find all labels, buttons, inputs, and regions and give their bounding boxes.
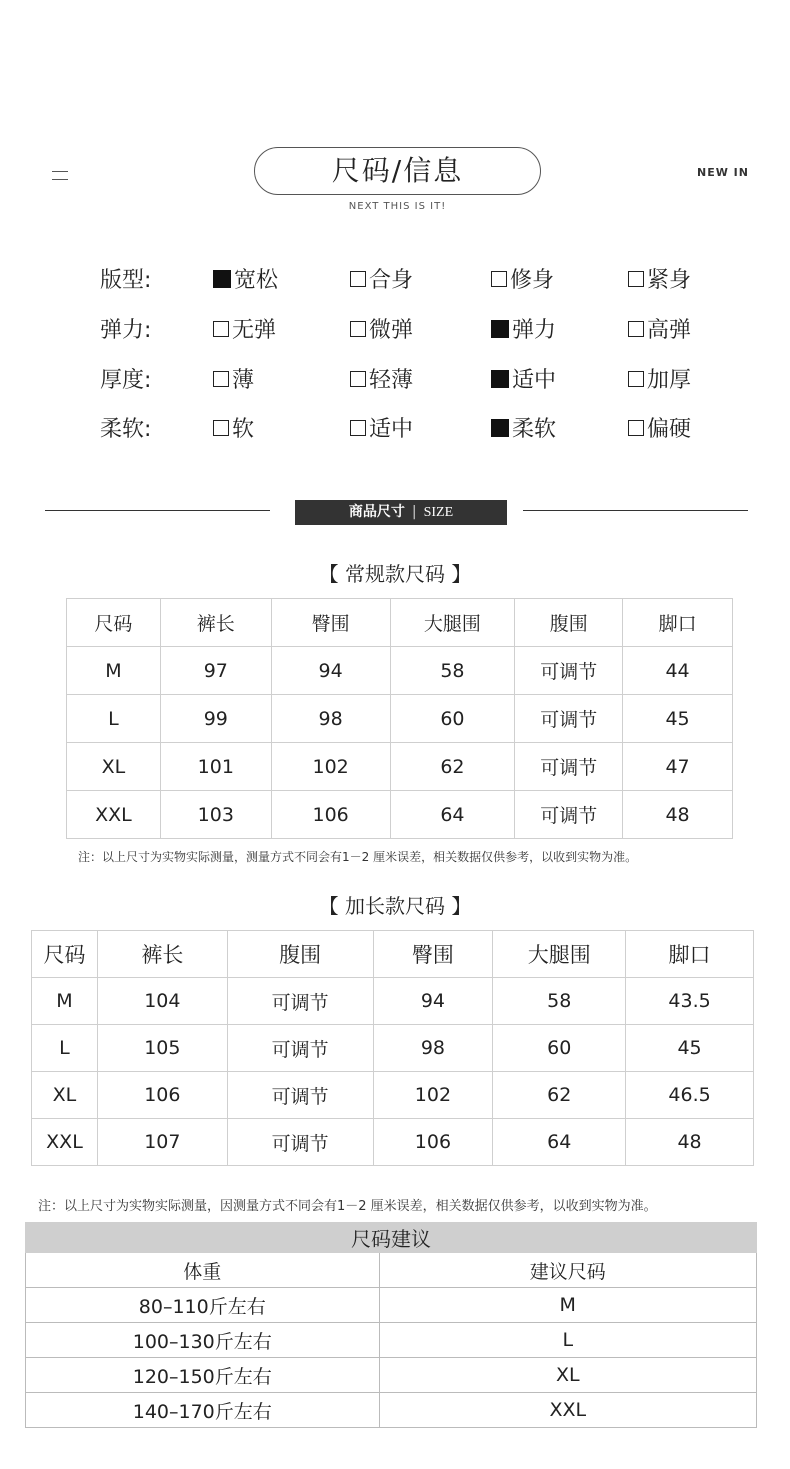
- table-cell: 46.5: [626, 1072, 754, 1119]
- checked-box-icon: [491, 370, 509, 388]
- table-row: [32, 1025, 754, 1072]
- table-cell: XL: [379, 1358, 756, 1393]
- table-cell: XL: [67, 743, 161, 791]
- empty-box-icon: [491, 271, 507, 287]
- table-cell: L: [32, 1025, 98, 1072]
- table-cell: 60: [390, 695, 515, 743]
- table-cell: 94: [271, 647, 390, 695]
- regular-title: 【 常规款尺码 】: [318, 562, 472, 586]
- menu-icon: [52, 168, 68, 182]
- table-cell: 45: [626, 1025, 754, 1072]
- table-cell: 可调节: [227, 978, 373, 1025]
- attribute-option: [628, 263, 691, 294]
- attribute-option: [213, 363, 254, 394]
- table-cell: 可调节: [227, 1072, 373, 1119]
- table-cell: 60: [493, 1025, 626, 1072]
- table-cell: 80–110斤左右: [26, 1288, 380, 1323]
- column-header: 建议尺码: [379, 1253, 756, 1288]
- attribute-option: [350, 363, 413, 394]
- table-cell: L: [379, 1323, 756, 1358]
- table-cell: 103: [160, 791, 271, 839]
- attribute-option: [350, 412, 413, 443]
- attribute-option: [628, 313, 691, 344]
- empty-box-icon: [350, 321, 366, 337]
- column-header: 脚口: [626, 931, 754, 978]
- table-row: [26, 1393, 757, 1428]
- checked-box-icon: [491, 320, 509, 338]
- table-cell: 102: [271, 743, 390, 791]
- column-header: 腹围: [227, 931, 373, 978]
- table-cell: 48: [623, 791, 733, 839]
- table-cell: 可调节: [515, 695, 623, 743]
- table-cell: 64: [493, 1119, 626, 1166]
- table-cell: 45: [623, 695, 733, 743]
- table-cell: 106: [97, 1072, 227, 1119]
- empty-box-icon: [213, 371, 229, 387]
- column-header: 脚口: [623, 599, 733, 647]
- size-banner: [295, 500, 507, 525]
- table-cell: 106: [373, 1119, 493, 1166]
- table-cell: M: [379, 1288, 756, 1323]
- new-in-label: NEW IN: [697, 166, 749, 179]
- attribute-option-text: 薄: [232, 368, 255, 393]
- empty-box-icon: [628, 321, 644, 337]
- attribute-option: [213, 263, 278, 294]
- size-banner-en: SIZE: [423, 505, 454, 520]
- attribute-option: [628, 412, 691, 443]
- table-row: [32, 978, 754, 1025]
- table-cell: 99: [160, 695, 271, 743]
- attribute-option: [491, 412, 556, 443]
- divider-left: [45, 510, 270, 511]
- column-header: 尺码: [67, 599, 161, 647]
- empty-box-icon: [350, 371, 366, 387]
- regular-size-table: [66, 598, 733, 839]
- table-header-row: [67, 599, 733, 647]
- attribute-option-text: 适中: [512, 368, 557, 393]
- attribute-option: [491, 363, 556, 394]
- table-row: [26, 1323, 757, 1358]
- attribute-row: [100, 406, 740, 446]
- attribute-option: [213, 412, 254, 443]
- table-cell: 120–150斤左右: [26, 1358, 380, 1393]
- table-cell: 可调节: [515, 647, 623, 695]
- long-size-table: [31, 930, 754, 1166]
- attribute-row: [100, 257, 740, 297]
- column-header: 裤长: [97, 931, 227, 978]
- size-suggestion-table: [25, 1222, 757, 1428]
- table-cell: 62: [390, 743, 515, 791]
- table-cell: 98: [271, 695, 390, 743]
- column-header: 腹围: [515, 599, 623, 647]
- attribute-label: 弹力:: [100, 318, 152, 343]
- attribute-option: [350, 313, 413, 344]
- table-row: [67, 695, 733, 743]
- table-cell: 可调节: [227, 1119, 373, 1166]
- attribute-option: [491, 313, 556, 344]
- attribute-option-text: 合身: [369, 268, 414, 293]
- table-cell: 47: [623, 743, 733, 791]
- attribute-option-text: 偏硬: [647, 417, 692, 442]
- size-banner-cn: 商品尺寸: [348, 504, 405, 520]
- attribute-option-text: 微弹: [369, 318, 414, 343]
- attribute-option-text: 无弹: [232, 318, 277, 343]
- column-header: 大腿围: [493, 931, 626, 978]
- attribute-option: [628, 363, 691, 394]
- empty-box-icon: [628, 271, 644, 287]
- table-cell: XXL: [67, 791, 161, 839]
- table-cell: 64: [390, 791, 515, 839]
- column-header: 裤长: [160, 599, 271, 647]
- empty-box-icon: [213, 420, 229, 436]
- attribute-option-text: 适中: [369, 417, 414, 442]
- attribute-label: 厚度:: [100, 368, 152, 393]
- empty-box-icon: [628, 371, 644, 387]
- table-cell: 94: [373, 978, 493, 1025]
- table-row: [26, 1358, 757, 1393]
- table-cell: 98: [373, 1025, 493, 1072]
- table-cell: M: [67, 647, 161, 695]
- table-row: [67, 647, 733, 695]
- attribute-label: 柔软:: [100, 417, 152, 442]
- attribute-option-text: 高弹: [647, 318, 692, 343]
- table-row: [26, 1288, 757, 1323]
- column-header: 大腿围: [390, 599, 515, 647]
- attribute-row: [100, 307, 740, 347]
- table-cell: 97: [160, 647, 271, 695]
- attribute-option-text: 轻薄: [369, 368, 414, 393]
- attribute-option-text: 软: [232, 417, 255, 442]
- size-banner-sep: |: [411, 504, 417, 520]
- attribute-option-text: 柔软: [512, 417, 557, 442]
- long-note: 注：以上尺寸为实物实际测量，因测量方式不同会有1－2 厘米误差，相关数据仅供参考，以收到实物为准。: [38, 1199, 657, 1214]
- long-title: 【 加长款尺码 】: [318, 894, 472, 918]
- column-header: 臀围: [373, 931, 493, 978]
- table-cell: 可调节: [515, 743, 623, 791]
- table-cell: M: [32, 978, 98, 1025]
- checked-box-icon: [213, 270, 231, 288]
- table-row: [32, 1072, 754, 1119]
- empty-box-icon: [350, 271, 366, 287]
- column-header: 体重: [26, 1253, 380, 1288]
- table-cell: 104: [97, 978, 227, 1025]
- divider-right: [523, 510, 748, 511]
- attribute-option: [350, 263, 413, 294]
- table-cell: 140–170斤左右: [26, 1393, 380, 1428]
- table-cell: 101: [160, 743, 271, 791]
- table-cell: 48: [626, 1119, 754, 1166]
- attribute-option-text: 紧身: [647, 268, 692, 293]
- column-header: 尺码: [32, 931, 98, 978]
- table-cell: 62: [493, 1072, 626, 1119]
- table-cell: XL: [32, 1072, 98, 1119]
- attribute-option-text: 弹力: [512, 318, 557, 343]
- suggestion-title-row: [26, 1223, 757, 1253]
- attribute-option-text: 修身: [510, 268, 555, 293]
- attribute-option-text: 宽松: [234, 268, 279, 293]
- table-cell: 58: [493, 978, 626, 1025]
- attribute-option-text: 加厚: [647, 368, 692, 393]
- table-cell: 可调节: [515, 791, 623, 839]
- table-header-row: [32, 931, 754, 978]
- table-cell: XXL: [379, 1393, 756, 1428]
- table-cell: XXL: [32, 1119, 98, 1166]
- attribute-label: 版型:: [100, 268, 152, 293]
- page-title: 尺码/信息: [254, 147, 541, 195]
- attribute-option: [213, 313, 276, 344]
- table-cell: 43.5: [626, 978, 754, 1025]
- empty-box-icon: [350, 420, 366, 436]
- suggestion-title: 尺码建议: [26, 1223, 757, 1253]
- table-cell: 58: [390, 647, 515, 695]
- attribute-row: [100, 357, 740, 397]
- checked-box-icon: [491, 419, 509, 437]
- table-cell: L: [67, 695, 161, 743]
- table-cell: 100–130斤左右: [26, 1323, 380, 1358]
- table-row: [32, 1119, 754, 1166]
- table-cell: 105: [97, 1025, 227, 1072]
- table-cell: 可调节: [227, 1025, 373, 1072]
- table-row: [67, 743, 733, 791]
- empty-box-icon: [213, 321, 229, 337]
- empty-box-icon: [628, 420, 644, 436]
- table-cell: 102: [373, 1072, 493, 1119]
- table-cell: 44: [623, 647, 733, 695]
- table-cell: 106: [271, 791, 390, 839]
- table-row: [67, 791, 733, 839]
- table-cell: 107: [97, 1119, 227, 1166]
- column-header: 臀围: [271, 599, 390, 647]
- regular-note: 注：以上尺寸为实物实际测量，测量方式不同会有1－2 厘米误差，相关数据仅供参考，以收到实物为准。: [78, 850, 638, 864]
- page-subtitle: NEXT THIS IS IT!: [348, 201, 447, 212]
- table-header-row: [26, 1253, 757, 1288]
- attribute-option: [491, 263, 554, 294]
